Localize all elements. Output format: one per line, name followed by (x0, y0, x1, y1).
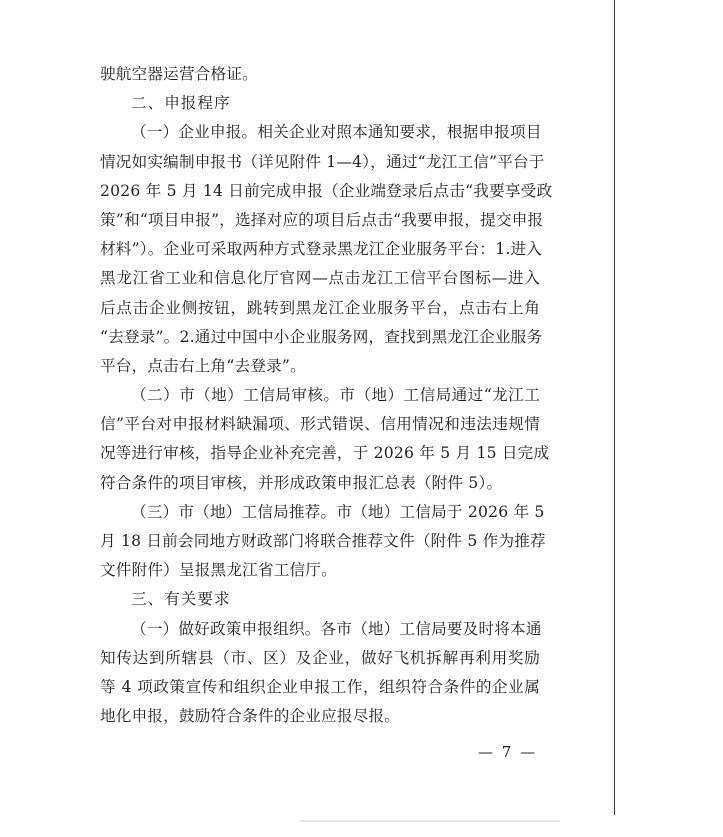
paragraph-line: 地化申报，鼓励符合条件的企业应报尽报。 (100, 707, 401, 726)
paragraph-line: 策”和“项目申报”，选择对应的项目后点击“我要申报，提交申报 (100, 210, 544, 229)
paragraph-line: 等 4 项政策宣传和组织企业申报工作，组织符合条件的企业属 (100, 677, 540, 696)
paragraph-line: 2026 年 5 月 14 日前完成申报（企业端登录后点击“我要享受政 (100, 181, 553, 200)
paragraph-line: 情况如实编制申报书（详见附件 1—4），通过“龙江工信”平台于 (100, 152, 545, 171)
paragraph-line: 信”平台对申报材料缺漏项、形式错误、信用情况和违法违规情 (100, 415, 540, 434)
paragraph-line: “去登录”。2.通过中国中小企业服务网，查找到黑龙江企业服务 (100, 327, 543, 346)
paragraph-line: 文件附件）呈报黑龙江省工信厅。 (100, 561, 337, 580)
paragraph-line: 材料”）。企业可采取两种方式登录黑龙江企业服务平台：1.进入 (100, 240, 543, 259)
paragraph-line: （一）做好政策申报组织。各市（地）工信局要及时将本通 (131, 619, 542, 638)
paragraph-line: 后点击企业侧按钮，跳转到黑龙江企业服务平台，点击右上角 (100, 298, 540, 317)
paragraph-line: 月 18 日前会同地方财政部门将联合推荐文件（附件 5 作为推荐 (100, 532, 546, 550)
paragraph-line: 平台，点击右上角“去登录”。 (100, 356, 306, 375)
section-heading-requirements: 三、有关要求 (131, 590, 231, 609)
page-edge-line (614, 0, 615, 815)
scan-smudge (300, 820, 560, 822)
paragraph-line: 符合条件的项目审核，并形成政策申报汇总表（附件 5）。 (100, 473, 503, 492)
page-number: — 7 — (478, 743, 538, 761)
section-heading-application-procedure: 二、申报程序 (131, 94, 231, 113)
paragraph-line: 况等进行审核，指导企业补充完善，于 2026 年 5 月 15 日完成 (100, 444, 550, 463)
paragraph-line: （二）市（地）工信局审核。市（地）工信局通过“龙江工 (131, 386, 540, 405)
paragraph-line: 驶航空器运营合格证。 (100, 65, 258, 83)
paragraph-line: （三）市（地）工信局推荐。市（地）工信局于 2026 年 5 (131, 502, 545, 521)
paragraph-line: （一）企业申报。相关企业对照本通知要求，根据申报项目 (131, 123, 542, 142)
body-text (100, 60, 553, 731)
paragraph-line: 黑龙江省工业和信息化厅官网—点击龙江工信平台图标—进入 (100, 269, 540, 288)
paragraph-line: 知传达到所辖县（市、区）及企业，做好飞机拆解再利用奖励 (100, 648, 540, 667)
